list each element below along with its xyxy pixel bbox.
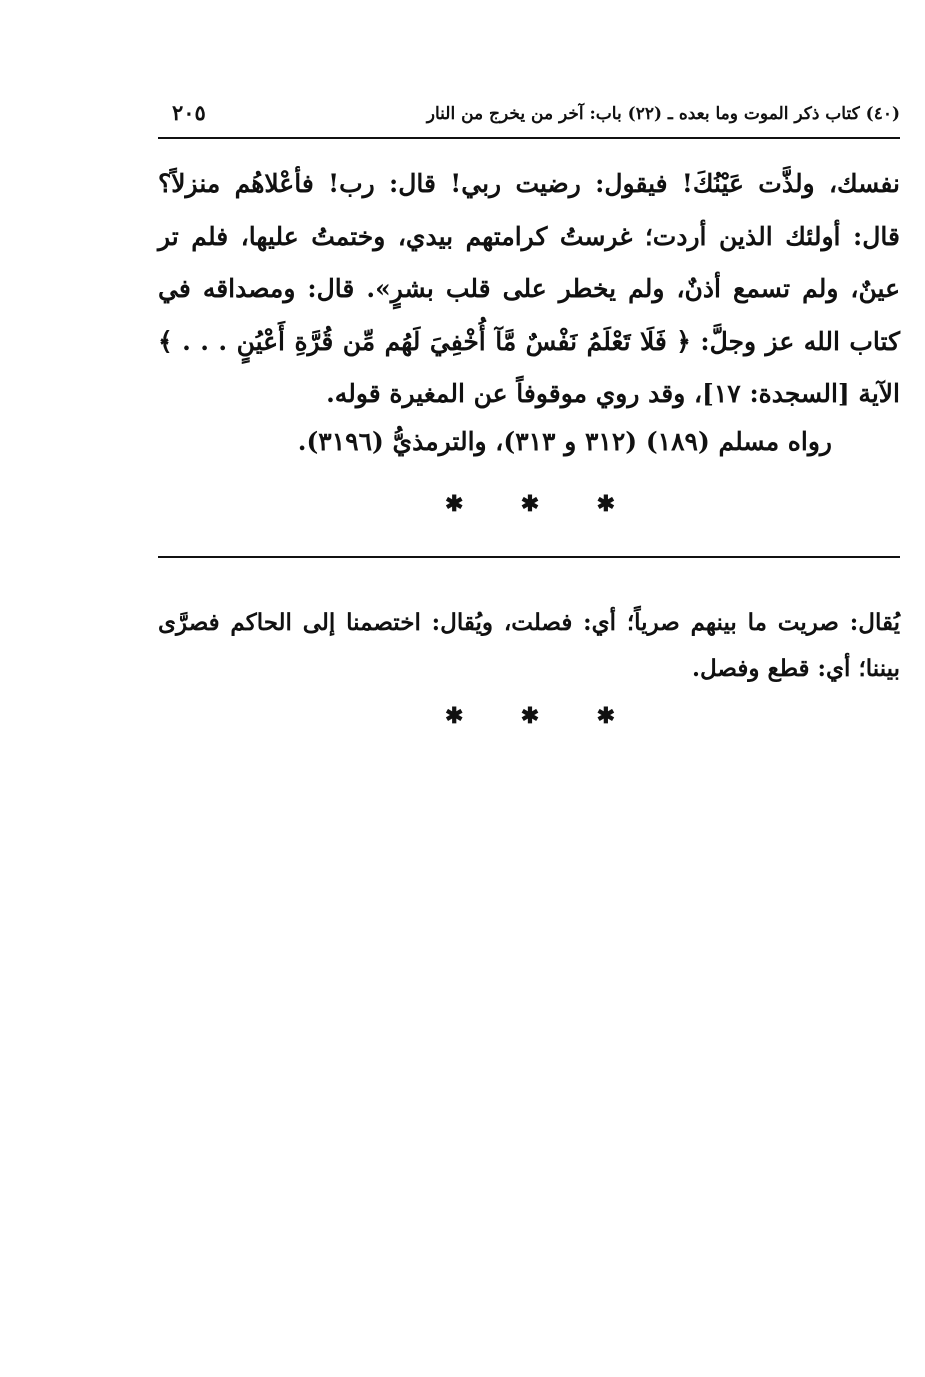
footnote-separator <box>445 704 615 728</box>
star-ornament: ✱ <box>596 491 615 517</box>
citation-line <box>158 422 900 462</box>
section-separator <box>445 492 615 516</box>
footnote-rule <box>158 556 900 558</box>
citation-text: رواه مسلم (١٨٩) (٣١٢ و ٣١٣)، والترمذيُّ (٣١٩٦). <box>297 427 832 456</box>
star-ornament: ✱ <box>596 703 615 729</box>
main-text <box>158 158 900 421</box>
header-rule <box>158 137 900 139</box>
footnote <box>158 600 900 692</box>
star-ornament: ✱ <box>520 703 540 729</box>
page-number: ٢٠٥ <box>172 100 206 125</box>
running-header <box>158 96 900 136</box>
star-ornament: ✱ <box>445 703 464 729</box>
footnote-text: يُقال: صريت ما بينهم صرياً؛ أي: فصلت، ويُقال: اختصمنا إلى الحاكم فصرَّى بيننا؛ أي: قطع وفصل. <box>158 609 900 682</box>
star-ornament: ✱ <box>520 491 540 517</box>
running-header-title: (٤٠) كتاب ذكر الموت وما بعده ـ (٢٢) باب: آخر من يخرج من النار <box>426 104 900 124</box>
hadith-paragraph: نفسك، ولذَّت عَيْنُكَ! فيقول: رضيت ربي! قال: رب! فأعْلاهُم منزلاً؟ قال: أولئك الذين أردت؛ غرستُ كرامتهم بيدي، وختمتُ عليها، فلم تر عينٌ، ولم تسمع أذنٌ، ولم يخطر على قلب بشرٍ». قال: ومصداقه في كتاب الله عز وجلَّ: ﴿ فَلَا تَعْلَمُ نَفْسٌ مَّآ أُخْفِيَ لَهُم مِّن قُرَّةِ أَعْيُنٍ . . . ﴾ الآية [السجدة: ١٧]، وقد روي موقوفاً عن المغيرة قوله. <box>158 169 900 408</box>
star-ornament: ✱ <box>445 491 464 517</box>
